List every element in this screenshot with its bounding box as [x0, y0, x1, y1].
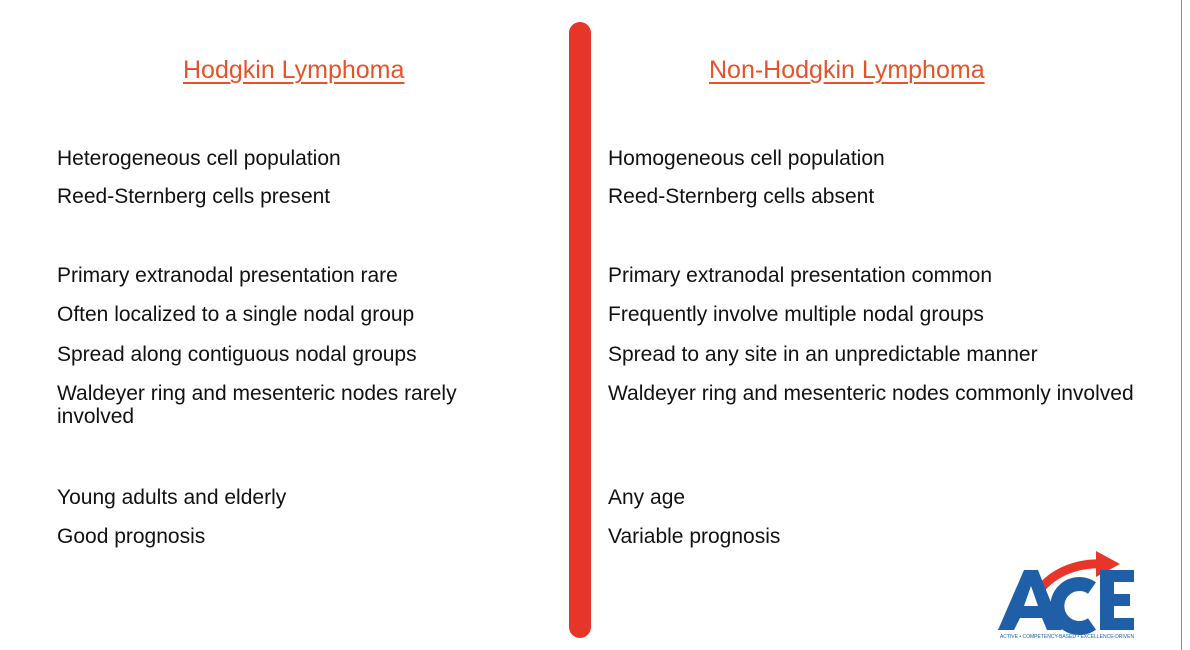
hodgkin-item: Good prognosis	[57, 525, 206, 548]
non-hodgkin-item: Primary extranodal presentation common	[608, 264, 993, 287]
non-hodgkin-item: Frequently involve multiple nodal groups	[608, 303, 984, 326]
ace-logo	[992, 548, 1142, 640]
ace-logo-graphic	[992, 548, 1142, 640]
hodgkin-item: Primary extranodal presentation rare	[57, 264, 398, 287]
ace-tagline: ACTIVE • COMPETENCY-BASED • EXCELLENCE-DRIVEN	[999, 634, 1135, 640]
non-hodgkin-item: Homogeneous cell population	[608, 147, 885, 170]
hodgkin-item: Young adults and elderly	[57, 486, 287, 509]
hodgkin-item: Reed-Sternberg cells present	[57, 185, 331, 208]
non-hodgkin-item: Any age	[608, 486, 686, 509]
hodgkin-item: Spread along contiguous nodal groups	[57, 343, 417, 366]
hodgkin-item: Waldeyer ring and mesenteric nodes rarely involved	[57, 382, 457, 428]
non-hodgkin-heading: Non-Hodgkin Lymphoma	[709, 56, 985, 84]
non-hodgkin-item: Reed-Sternberg cells absent	[608, 185, 875, 208]
slide-border	[1181, 0, 1182, 650]
hodgkin-item: Heterogeneous cell population	[57, 147, 341, 170]
hodgkin-item: Often localized to a single nodal group	[57, 303, 415, 326]
column-divider	[569, 22, 591, 638]
non-hodgkin-item: Variable prognosis	[608, 525, 781, 548]
non-hodgkin-item: Spread to any site in an unpredictable manner	[608, 343, 1038, 366]
non-hodgkin-item: Waldeyer ring and mesenteric nodes commonly involved	[608, 382, 1134, 405]
hodgkin-heading: Hodgkin Lymphoma	[183, 56, 405, 84]
